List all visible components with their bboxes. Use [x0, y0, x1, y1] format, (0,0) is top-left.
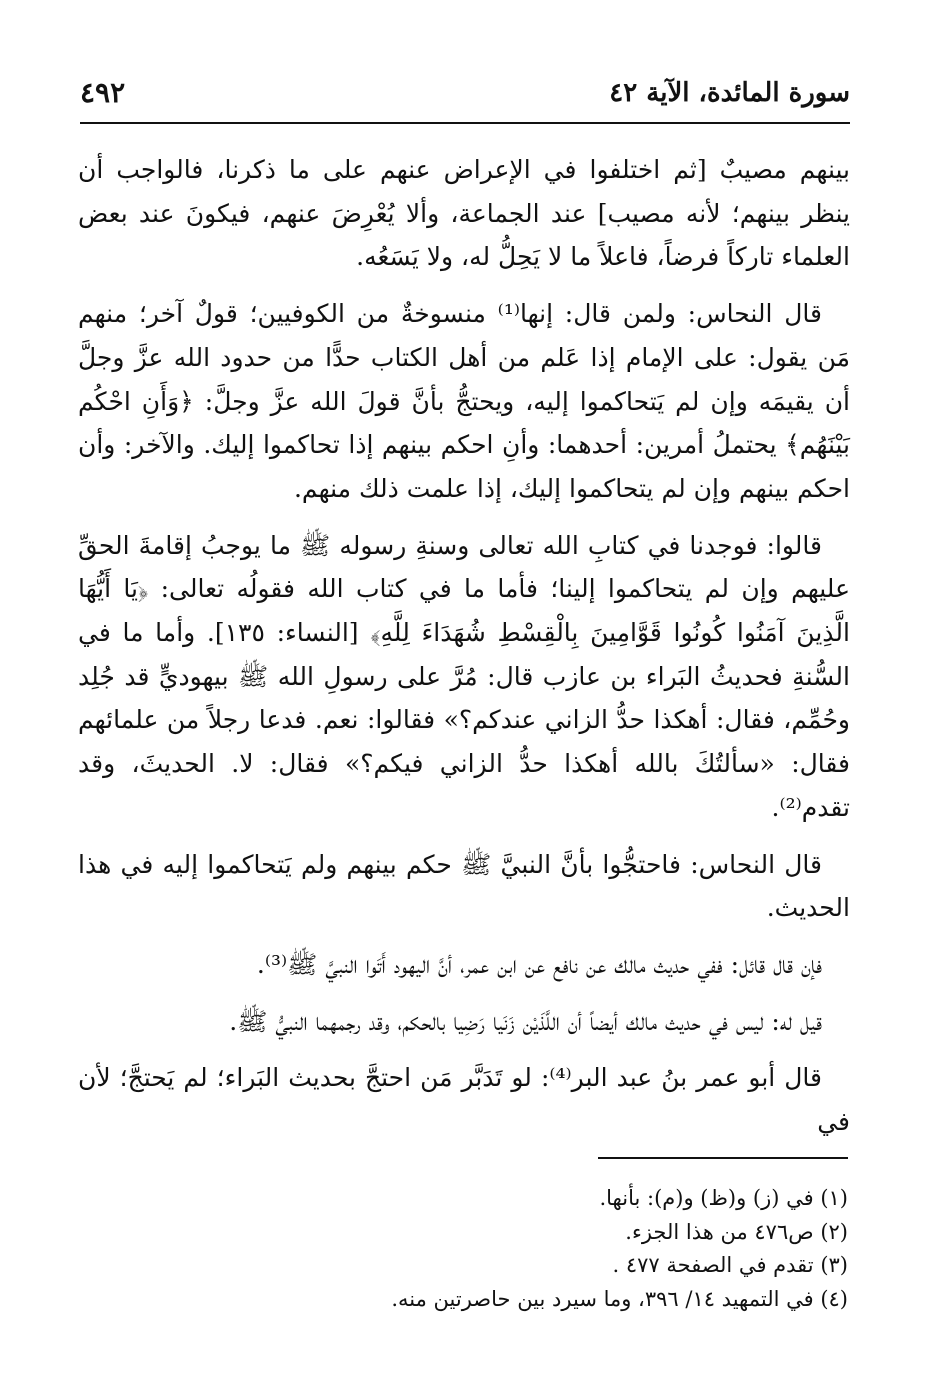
- paragraph: قال أبو عمر بنُ عبد البر⁽⁴⁾: لو تَدَبَّر مَن احتجَّ بحديث البَراء؛ لم يَحتجَّ؛ لأن في: [78, 1063, 850, 1137]
- footnote: (٢) ص٤٧٦ من هذا الجزء.: [625, 1219, 848, 1244]
- footnote: (٤) في التمهيد ١٤/ ٣٩٦، وما سيرد بين حاصرتين منه.: [391, 1286, 848, 1311]
- paragraph: قالوا: فوجدنا في كتابِ الله تعالى وسنةِ رسوله ﷺ ما يوجبُ إقامةَ الحقِّ عليهم وإن لم يتحاكموا إلينا؛ فأما ما في كتاب الله فقولُه تعالى: ﴿يَا أَيُّهَا الَّذِينَ آمَنُوا كُونُوا قَوَّامِينَ بِالْقِسْطِ شُهَدَاءَ لِلَّهِ﴾ [النساء: ١٣٥]. وأما ما في السُّنةِ فحديثُ البَراء بن عازب قال: مُرَّ على رسولِ الله ﷺ بيهوديٍّ قد جُلِد وحُمِّم، فقال: أهكذا حدُّ الزاني عندكم؟» فقالوا: نعم. فدعا رجلاً من علمائهم فقال: «سألتُكَ بالله أهكذا حدُّ الزاني فيكم؟» فقال: لا. الحديثَ، وقد تقدم⁽²⁾.: [78, 530, 850, 822]
- paragraph: قال النحاس: فاحتجُّوا بأنَّ النبيَّ ﷺ حكم بينهم ولم يَتحاكموا إليه في هذا الحديث.: [78, 849, 850, 923]
- paragraph: بينهم مصيبٌ [ثم اختلفوا في الإعراض عنهم على ما ذكرنا، فالواجب أن ينظر بينهم؛ لأنه مصيب] عند الجماعة، وألا يُعْرِضَ عنهم، فيكونَ عند بعض العلماء تاركاً فرضاً، فاعلاً ما لا يَحِلُّ له، ولا يَسَعُه.: [78, 155, 850, 272]
- paragraph: قال النحاس: ولمن قال: إنها⁽¹⁾ منسوخةٌ من الكوفيين؛ قولٌ آخر؛ منهم مَن يقول: على الإمام إذا عَلم من أهل الكتاب حدًّا من حدود الله عزَّ وجلَّ أن يقيمَه وإن لم يَتحاكموا إليه، ويحتجُّ بأنَّ قولَ الله عزَّ وجلَّ: ﴿وَأَنِ احْكُم بَيْنَهُم﴾ يحتملُ أمرين: أحدهما: وأنِ احكم بينهم إذا تحاكموا إليك. والآخر: وأن احكم بينهم وإن لم يتحاكموا إليك، إذا علمت ذلك منهم.: [78, 299, 850, 503]
- footnote: (١) في (ز) و(ظ) و(م): بأنها.: [599, 1186, 848, 1210]
- footnotes: [120, 1182, 848, 1316]
- main-text: [78, 148, 850, 1157]
- running-title: سورة المائدة، الآية ٤٢: [609, 78, 850, 108]
- paragraph: فإن قال قائل: ففي حديث مالك عن نافع عن ابن عمر، أنَّ اليهود أَتَوا النبيَّ ﷺ⁽³⁾.: [256, 949, 822, 979]
- paragraph: قيل له: ليس في حديث مالك أيضاً أن اللَّذَيْن زَنَيا رَضِيا بالحكم، وقد رجمهما النبيُّ ﷺ.: [229, 1006, 822, 1036]
- page-number: ٤٩٢: [80, 76, 126, 109]
- page-header: [80, 72, 850, 124]
- footnote-divider: [598, 1157, 848, 1159]
- footnote: (٣) تقدم في الصفحة ٤٧٧ .: [612, 1253, 848, 1277]
